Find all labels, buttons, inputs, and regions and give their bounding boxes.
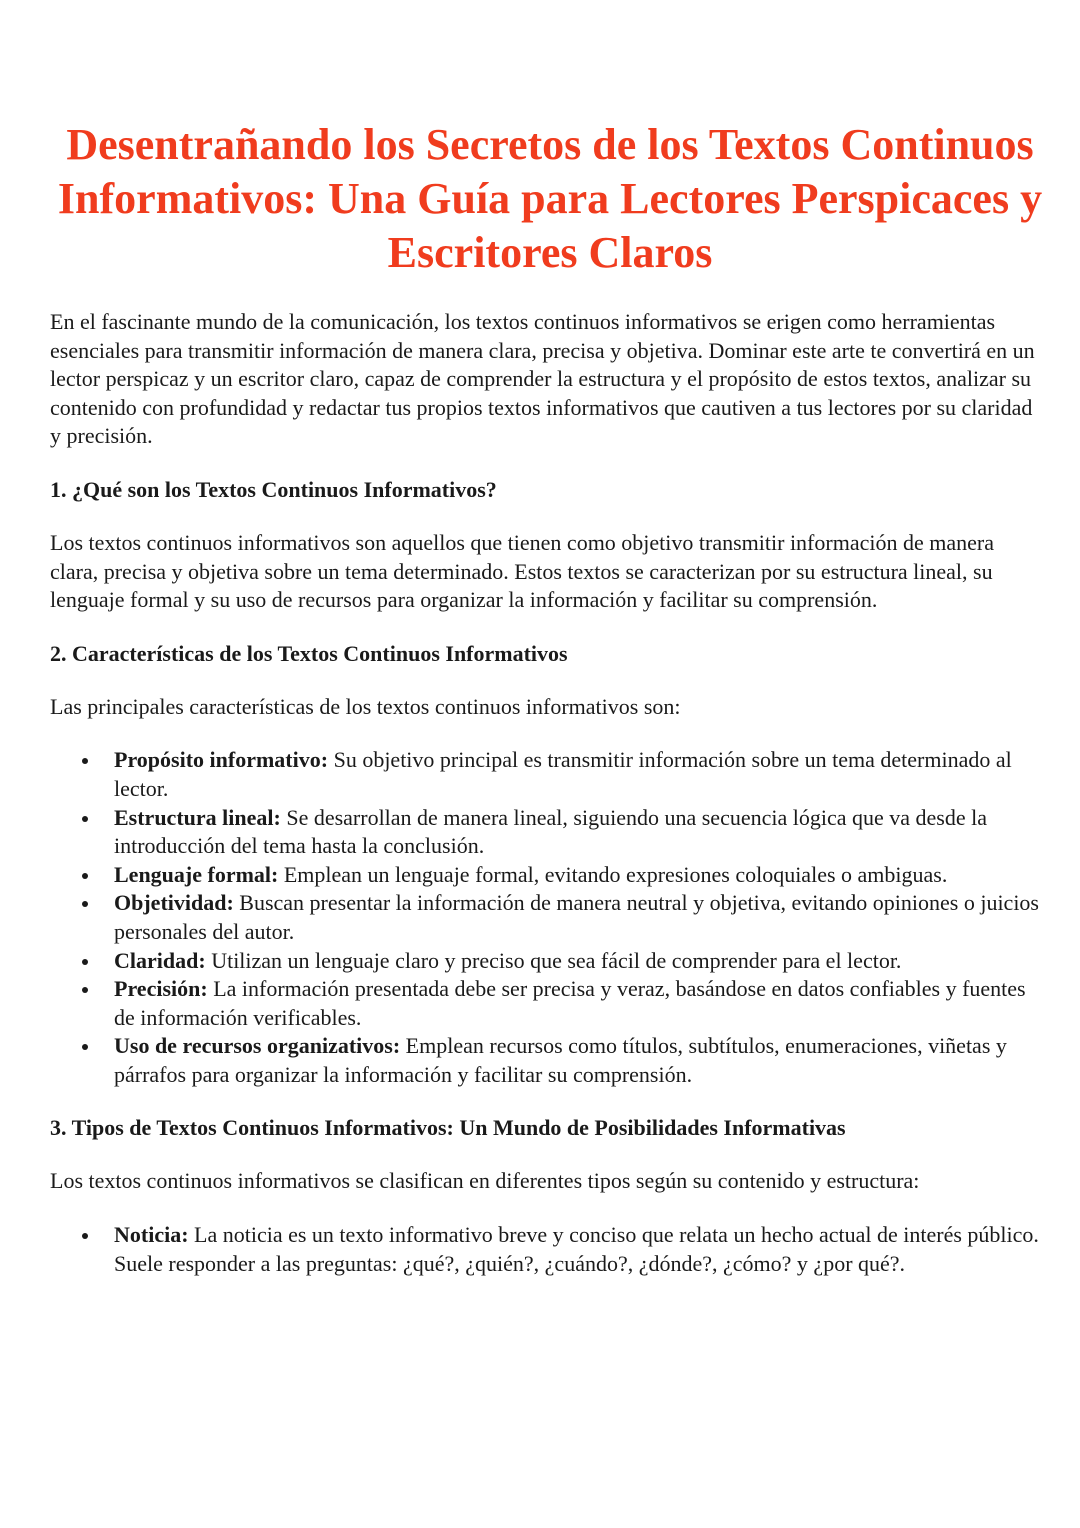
list-item-text: Emplean recursos como títulos, subtítulos, enumeraciones, viñetas y párrafos para organizar la información y facilitar su comprensión.	[114, 1033, 1007, 1087]
list-item-text: La información presentada debe ser precisa y veraz, basándose en datos confiables y fuentes de información verificables.	[114, 976, 1026, 1030]
list-item	[50, 746, 1040, 803]
list-item	[50, 861, 1040, 890]
list-item	[50, 1032, 1040, 1089]
list-item-text: Buscan presentar la información de manera neutral y objetiva, evitando opiniones o juicios personales del autor.	[114, 890, 1039, 944]
bullet-icon	[82, 1233, 88, 1239]
types-list	[50, 1221, 1040, 1278]
section-paragraph: Los textos continuos informativos son aquellos que tienen como objetivo transmitir información de manera clara, precisa y objetiva sobre un tema determinado. Estos textos se caracterizan por su estructura lineal, su lenguaje formal y su uso de recursos para organizar la información y facilitar su comprensión.	[50, 529, 994, 613]
list-item-text: Emplean un lenguaje formal, evitando expresiones coloquiales o ambiguas.	[278, 861, 948, 887]
list-item-term: Precisión:	[114, 976, 208, 1002]
list-item	[50, 947, 1040, 976]
bullet-icon	[82, 758, 88, 764]
document-title: Desentrañando los Secretos de los Textos Continuos Informativos: Una Guía para Lectores Perspicaces y Escritores Claros	[57, 120, 1043, 277]
list-item-term: Noticia:	[114, 1222, 189, 1248]
list-item	[50, 1221, 1040, 1278]
list-item-term: Uso de recursos organizativos:	[114, 1033, 401, 1059]
list-item	[50, 804, 1040, 861]
list-item-term: Lenguaje formal:	[114, 861, 279, 887]
bullet-icon	[82, 959, 88, 965]
characteristics-list	[50, 746, 1040, 1089]
list-item-term: Estructura lineal:	[114, 804, 281, 830]
list-item	[50, 889, 1040, 946]
section-heading: 2. Características de los Textos Continuos Informativos	[50, 640, 568, 666]
list-item-term: Propósito informativo:	[114, 747, 329, 773]
bullet-icon	[82, 816, 88, 822]
section-paragraph: Los textos continuos informativos se clasifican en diferentes tipos según su contenido y estructura:	[50, 1168, 920, 1194]
list-item-text: Utilizan un lenguaje claro y preciso que sea fácil de comprender para el lector.	[205, 947, 902, 973]
list-item-text: La noticia es un texto informativo breve y conciso que relata un hecho actual de interés público. Suele responder a las preguntas: ¿qué?, ¿quién?, ¿cuándo?, ¿dónde?, ¿cómo? y ¿por qué?.	[114, 1222, 1039, 1276]
list-item-term: Claridad:	[114, 947, 206, 973]
bullet-icon	[82, 1044, 88, 1050]
bullet-icon	[82, 987, 88, 993]
list-item-text: Su objetivo principal es transmitir información sobre un tema determinado al lector.	[114, 747, 1012, 801]
list-item	[50, 975, 1040, 1032]
section-heading: 3. Tipos de Textos Continuos Informativos: Un Mundo de Posibilidades Informativas	[50, 1115, 846, 1141]
section-heading: 1. ¿Qué son los Textos Continuos Informativos?	[50, 476, 497, 502]
section-paragraph: Las principales características de los textos continuos informativos son:	[50, 693, 681, 719]
document-page	[50, 118, 1043, 1278]
list-item-term: Objetividad:	[114, 890, 234, 916]
bullet-icon	[82, 901, 88, 907]
intro-paragraph: En el fascinante mundo de la comunicación, los textos continuos informativos se erigen como herramientas esenciales para transmitir información de manera clara, precisa y objetiva. Dominar este arte te convertirá en un lector perspicaz y un escritor claro, capaz de comprender la estructura y el propósito de estos textos, analizar su contenido con profundidad y redactar tus propios textos informativos que cautiven a tus lectores por su claridad y precisión.	[50, 309, 1035, 449]
bullet-icon	[82, 873, 88, 879]
list-item-text: Se desarrollan de manera lineal, siguiendo una secuencia lógica que va desde la introducción del tema hasta la conclusión.	[114, 804, 987, 859]
